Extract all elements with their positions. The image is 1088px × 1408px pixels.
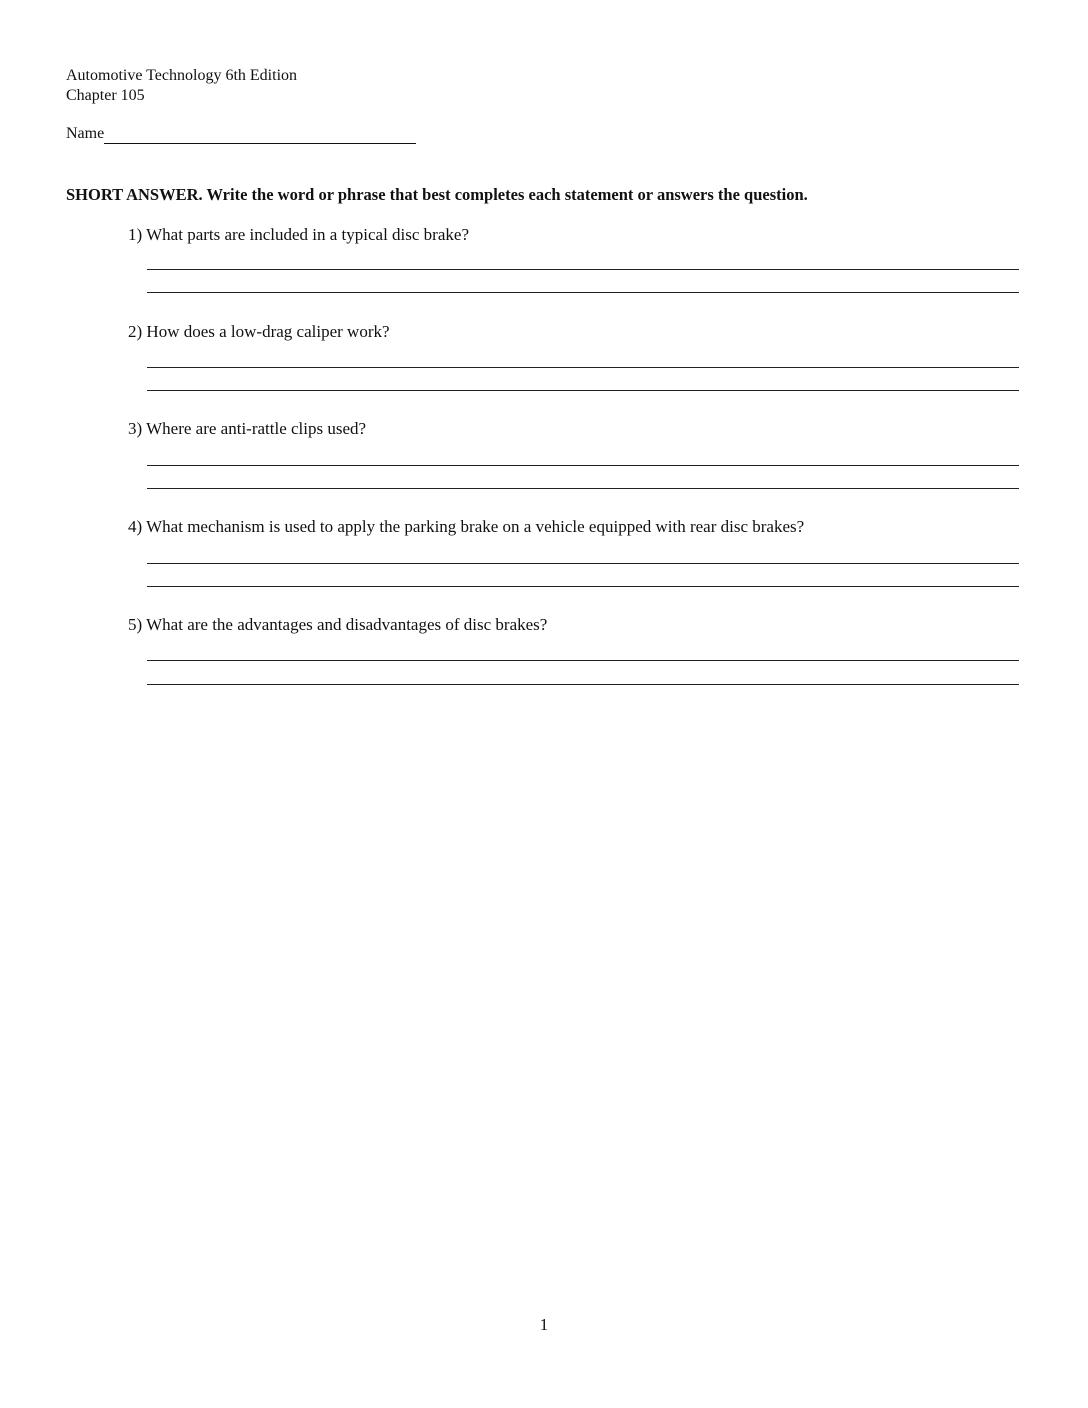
answer-line[interactable] <box>147 586 1019 587</box>
question-4 <box>128 516 804 538</box>
answer-line[interactable] <box>147 292 1019 293</box>
answer-line[interactable] <box>147 563 1019 564</box>
question-text: What parts are included in a typical disc brake? <box>146 225 469 244</box>
question-text: Where are anti-rattle clips used? <box>146 419 367 438</box>
answer-line[interactable] <box>147 269 1019 270</box>
name-label: Name <box>66 125 105 142</box>
question-number: 2) <box>128 322 143 341</box>
question-text: What are the advantages and disadvantages of disc brakes? <box>146 615 548 634</box>
chapter-label: Chapter 105 <box>66 87 145 104</box>
answer-line[interactable] <box>147 488 1019 489</box>
question-number: 5) <box>128 615 143 634</box>
question-text: What mechanism is used to apply the parking brake on a vehicle equipped with rear disc brakes? <box>146 517 805 536</box>
answer-line[interactable] <box>147 465 1019 466</box>
question-number: 1) <box>128 225 143 244</box>
page-number: 1 <box>539 1315 549 1334</box>
name-row <box>66 124 416 144</box>
question-5 <box>128 614 547 636</box>
question-3 <box>128 418 366 440</box>
book-title: Automotive Technology 6th Edition <box>66 67 298 84</box>
question-2 <box>128 321 390 343</box>
name-blank-line[interactable] <box>104 125 416 144</box>
document-header <box>66 66 297 106</box>
answer-line[interactable] <box>147 367 1019 368</box>
answer-line[interactable] <box>147 390 1019 391</box>
question-1 <box>128 224 469 246</box>
question-number: 4) <box>128 517 143 536</box>
question-text: How does a low-drag caliper work? <box>146 322 390 341</box>
answer-line[interactable] <box>147 684 1019 685</box>
instructions: SHORT ANSWER. Write the word or phrase that best completes each statement or answers the question. <box>66 185 808 204</box>
answer-line[interactable] <box>147 660 1019 661</box>
question-number: 3) <box>128 419 143 438</box>
